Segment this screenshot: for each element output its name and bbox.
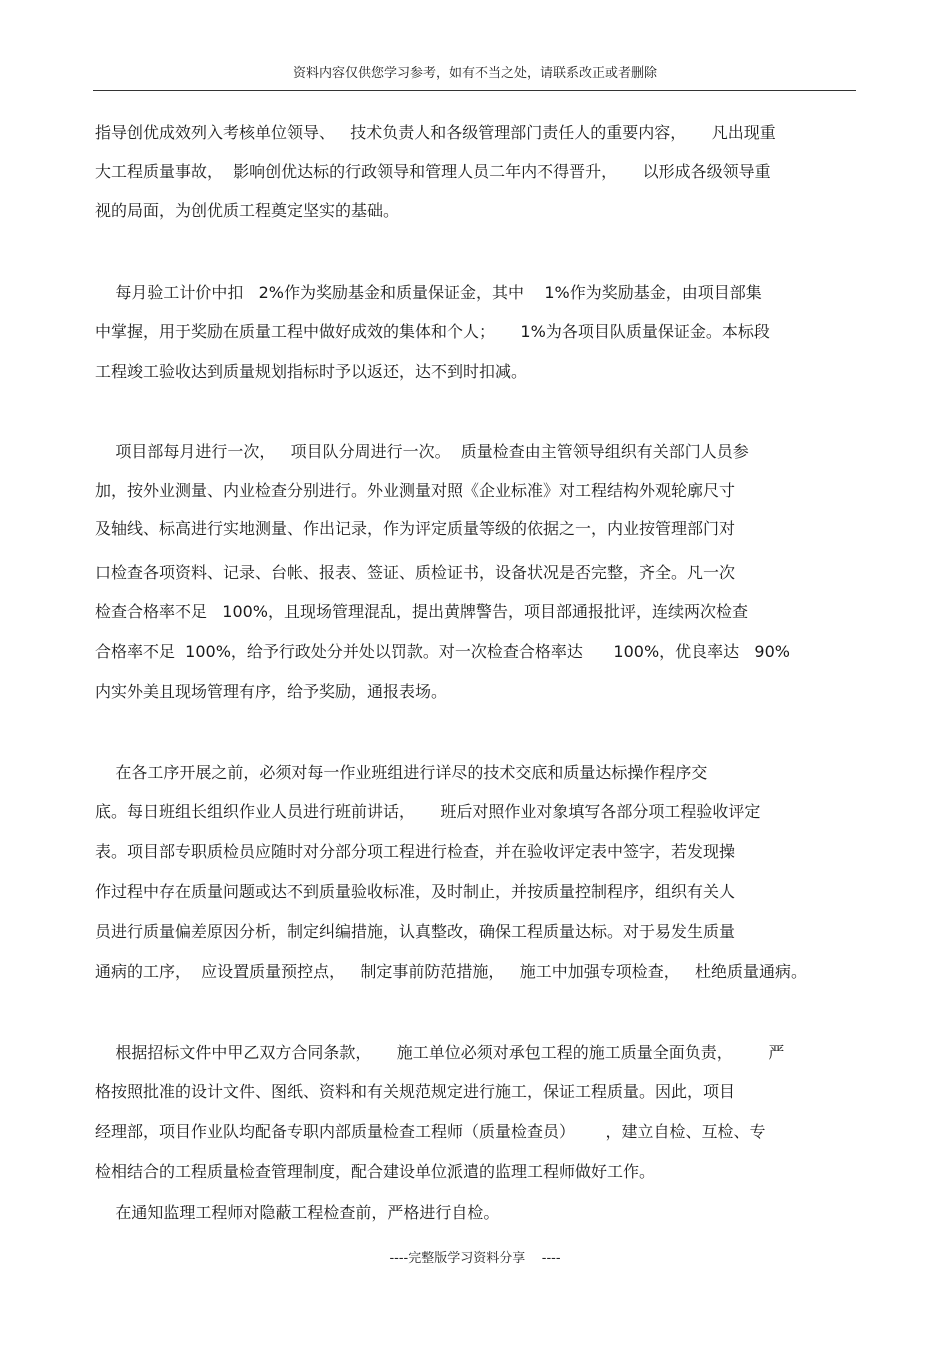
paragraph-3-line-3: 及轴线、标高进行实地测量、作出记录，作为评定质量等级的依据之一，内业按管理部门对 — [95, 519, 736, 538]
paragraph-1-line-1: 指导创优成效列入考核单位领导、 技术负责人和各级管理部门责任人的重要内容， 凡出现重 — [95, 123, 776, 142]
paragraph-5-line-5: 在通知监理工程师对隐蔽工程检查前，严格进行自检。 — [95, 1203, 500, 1222]
paragraph-3-line-4: 口检查各项资料、记录、台帐、报表、签证、质检证书，设备状况是否完整，齐全。凡一次 — [95, 563, 736, 582]
paragraph-4-line-6: 通病的工序， 应设置质量预控点， 制定事前防范措施， 施工中加强专项检查， 杜绝质量通病。 — [95, 962, 807, 981]
page-header: 资料内容仅供您学习参考，如有不当之处，请联系改正或者删除 — [292, 66, 657, 81]
paragraph-4-line-3: 表。项目部专职质检员应随时对分部分项工程进行检查，并在验收评定表中签字，若发现操 — [95, 842, 736, 861]
header-divider — [93, 90, 856, 91]
paragraph-3-line-6: 合格率不足 100%，给予行政处分并处以罚款。对一次检查合格率达 100%，优良率达 90% — [95, 642, 790, 661]
paragraph-4-line-4: 作过程中存在质量问题或达不到质量验收标准，及时制止，并按质量控制程序，组织有关人 — [95, 882, 736, 901]
paragraph-5-line-1: 根据招标文件中甲乙双方合同条款， 施工单位必须对承包工程的施工质量全面负责， 严 — [95, 1043, 785, 1062]
page-footer: ----完整版学习资料分享 ---- — [389, 1251, 561, 1266]
paragraph-5-line-2: 格按照批准的设计文件、图纸、资料和有关规范规定进行施工，保证工程质量。因此，项目 — [95, 1082, 736, 1101]
paragraph-1-line-3: 视的局面，为创优质工程奠定坚实的基础。 — [95, 201, 400, 220]
paragraph-4-line-1: 在各工序开展之前，必须对每一作业班组进行详尽的技术交底和质量达标操作程序交 — [95, 763, 708, 782]
paragraph-5-line-3: 经理部，项目作业队均配备专职内部质量检查工程师（质量检查员） ，建立自检、互检、专 — [95, 1122, 766, 1141]
paragraph-2-line-2: 中掌握，用于奖励在质量工程中做好成效的集体和个人； 1%为各项目队质量保证金。本标段 — [95, 322, 770, 341]
paragraph-3-line-7: 内实外美且现场管理有序，给予奖励，通报表场。 — [95, 682, 448, 701]
paragraph-2-line-3: 工程竣工验收达到质量规划指标时予以返还，达不到时扣减。 — [95, 362, 528, 381]
paragraph-3-line-5: 检查合格率不足 100%，且现场管理混乱，提出黄牌警告，项目部通报批评，连续两次检查 — [95, 602, 749, 621]
paragraph-4-line-2: 底。每日班组长组织作业人员进行班前讲话， 班后对照作业对象填写各部分项工程验收评定 — [95, 802, 761, 821]
paragraph-1-line-2: 大工程质量事故， 影响创优达标的行政领导和管理人员二年内不得晋升， 以形成各级领导重 — [95, 162, 771, 181]
paragraph-2-line-1: 每月验工计价中扣 2%作为奖励基金和质量保证金，其中 1%作为奖励基金，由项目部集 — [95, 283, 762, 302]
paragraph-3-line-2: 加，按外业测量、内业检查分别进行。外业测量对照《企业标准》对工程结构外观轮廓尺寸 — [95, 481, 736, 500]
paragraph-3-line-1: 项目部每月进行一次， 项目队分周进行一次。 质量检查由主管领导组织有关部门人员参 — [95, 442, 749, 461]
paragraph-5-line-4: 检相结合的工程质量检查管理制度，配合建设单位派遣的监理工程师做好工作。 — [95, 1162, 656, 1181]
paragraph-4-line-5: 员进行质量偏差原因分析，制定纠编措施，认真整改，确保工程质量达标。对于易发生质量 — [95, 922, 736, 941]
